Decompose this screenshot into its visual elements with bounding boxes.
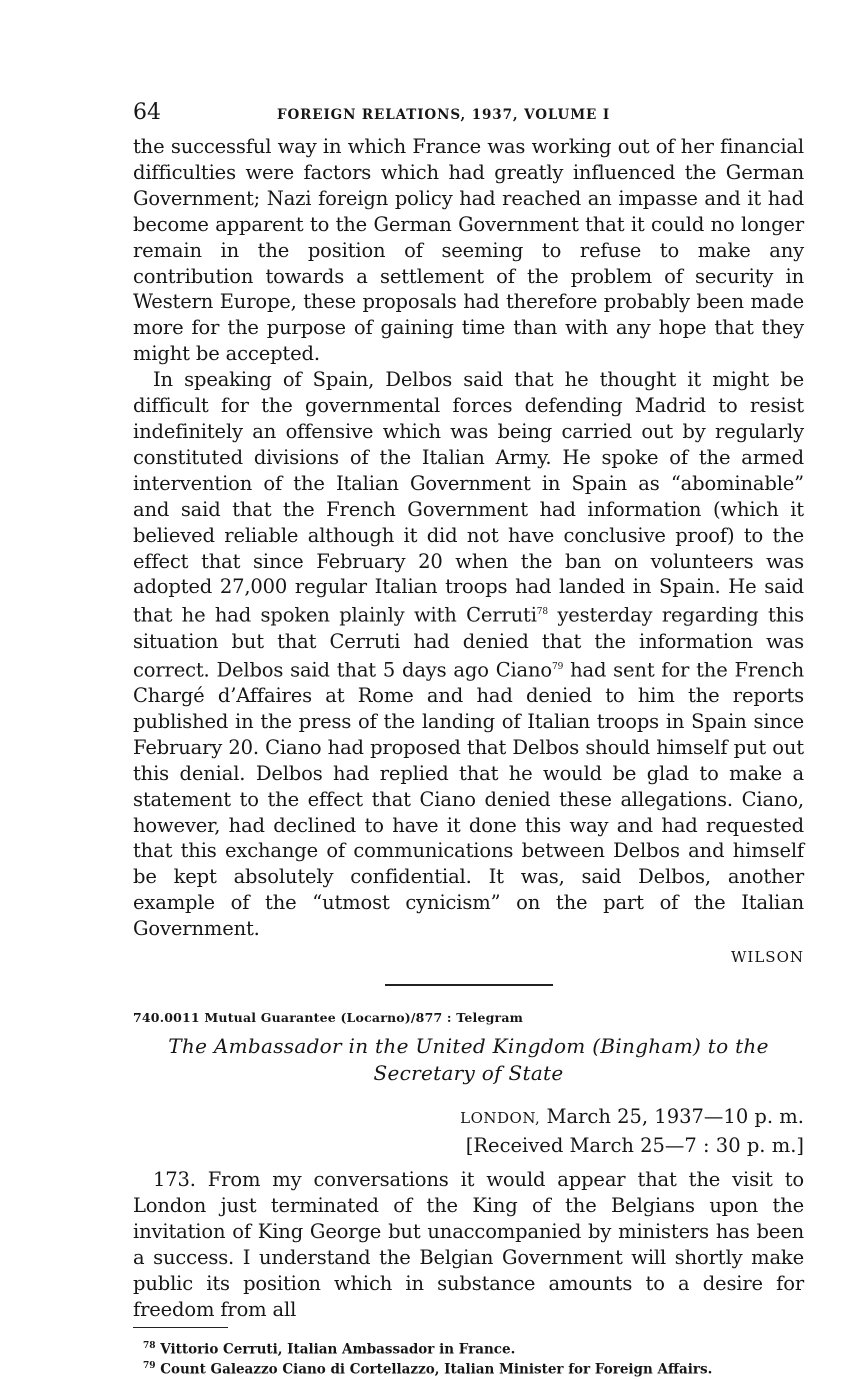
body-paragraph: 173. From my conversations it would appear that the visit to London just terminated of the King of the Belgians upon the invitation of King George but unaccompanied by ministers has been a success. I understand the Belgian Government will shortly make public its position which in substance amounts to a desire for freedom from all: [133, 1168, 804, 1321]
body-paragraph: [133, 367, 804, 942]
document-title: The Ambassador in the United Kingdom (Bingham) to the Secretary of State: [168, 1034, 769, 1086]
telegram-body: [133, 1167, 804, 1322]
paragraph-text: yesterday regarding this situation but that Cerruti had denied that the information was correct. Delbos said that 5 days ago Ciano: [133, 603, 804, 682]
body-paragraph: the successful way in which France was working out of her financial difficulties were factors which had greatly influenced the German Government; Nazi foreign policy had reached an impasse and it had become apparent to the German Government that it could no longer remain in the position of seeming to refuse to make any contribution towards a settlement of the problem of security in Western Europe, these proposals had therefore probably been made more for the purpose of gaining time than with any hope that they might be accepted.: [133, 135, 804, 366]
dateline-sent: [133, 1103, 804, 1132]
footnote-text: Count Galeazzo Ciano di Cortellazzo, Italian Minister for Foreign Affairs.: [155, 1361, 713, 1378]
dateline: [133, 1103, 804, 1159]
letter-body: [133, 134, 804, 942]
footnote: [133, 1338, 804, 1359]
dateline-place: LONDON,: [460, 1109, 541, 1128]
footnote-mark: 78: [143, 1340, 156, 1351]
section-divider: [385, 984, 553, 986]
footnote-ref: 78: [536, 607, 548, 618]
footnote-ref: 79: [552, 661, 564, 672]
running-title: FOREIGN RELATIONS, 1937, VOLUME I: [277, 107, 611, 123]
paragraph-text: had sent for the French Chargé d’Affaires at Rome and had denied to him the reports published in the press of the landing of Italian troops in Spain since February 20. Ciano had proposed that Delbos should himself put out this denial. Delbos had replied that he would be glad to make a statement to the effect that Ciano denied these allegations. Ciano, however, had declined to have it done this way and had requested that this exchange of communications between Delbos and himself be kept absolutely confidential. It was, said Delbos, another example of the “utmost cynicism” on the part of the Italian Government.: [133, 658, 804, 941]
page-header: [133, 100, 804, 134]
paragraph-text: In speaking of Spain, Delbos said that he thought it might be difficult for the governmental forces defending Madrid to resist indefinitely an offensive which was being carried out by regularly constituted divisions of the Italian Army. He spoke of the armed intervention of the Italian Government in Spain as “abominable” and said that the French Government had information (which it believed reliable although it did not have conclusive proof) to the effect that since February 20 when the ban on volunteers was adopted 27,000 regular Italian troops had landed in Spain. He said that he had spoken plainly with Cerruti: [133, 368, 804, 627]
footnote: [133, 1358, 804, 1379]
footnote-rule: [133, 1327, 228, 1328]
document-page: [133, 100, 804, 1379]
file-reference: 740.0011 Mutual Guarantee (Locarno)/877 : Telegram: [133, 1010, 524, 1026]
footnote-text: Vittorio Cerruti, Italian Ambassador in France.: [155, 1341, 516, 1358]
dateline-received: [Received March 25—7 : 30 p. m.]: [465, 1134, 804, 1158]
signature: WILSON: [730, 948, 804, 967]
footnote-mark: 79: [143, 1361, 156, 1372]
page-number: 64: [133, 100, 161, 125]
dateline-date: March 25, 1937—10 p. m.: [540, 1105, 804, 1129]
footnotes: [133, 1338, 804, 1379]
